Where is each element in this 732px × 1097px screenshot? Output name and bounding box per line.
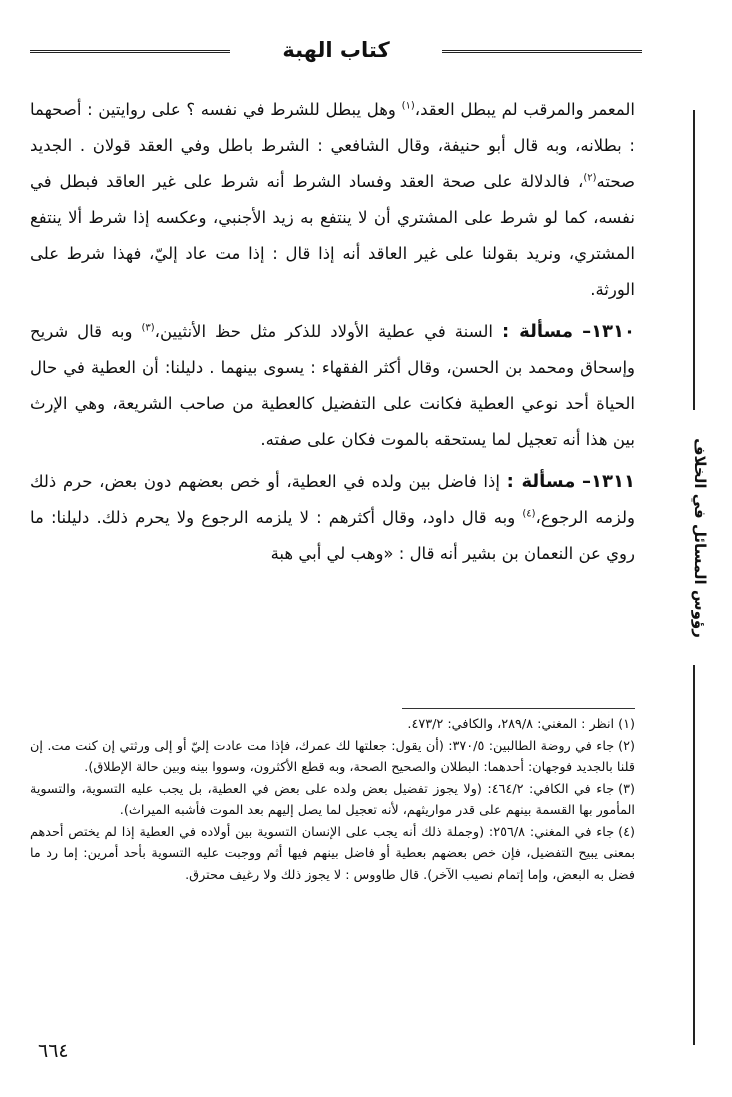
header-rule-right xyxy=(442,50,642,53)
footnote-4-number: (٤) xyxy=(618,824,635,840)
issue-label-1311: مسألة : xyxy=(506,471,576,492)
paragraph-1-text-1: المعمر والمرقب لم يبطل العقد، xyxy=(414,100,636,119)
footnote-1-number: (١) xyxy=(618,717,635,732)
footnote-3 xyxy=(30,779,635,822)
footnote-1 xyxy=(30,714,635,736)
footnote-ref-2: (٢) xyxy=(583,172,597,184)
paragraph-1-text-2: وهل يبطل للشرط في نفسه ؟ على روايتين : أصحهما : بطلانه، وبه قال أبو حنيفة، وقال الشافعي : الشرط باطل وفي العقد قولان . الجديد صحته xyxy=(30,100,635,191)
footnote-ref-4: (٤) xyxy=(522,508,536,520)
paragraph-1 xyxy=(30,92,635,308)
footnote-2-number: (٢) xyxy=(618,738,636,754)
footnote-4 xyxy=(30,822,635,887)
footnote-2-text: جاء في روضة الطالبين: ٣٧٠/٥: (أن يقول: جعلتها لك عمرك، فإذا مت عادت إليّ أو إلى ورثتي إن كنت مت. إن قلنا بالجديد فوجهان: أحدهما: البطلان والصحيح الصحة، وبه قطع الأكثرون، وسووا بينه وبين حالة الإطلاق). xyxy=(30,738,635,775)
page-number: ٦٦٤ xyxy=(38,1040,69,1062)
issue-1310-text-2: وبه قال شريح وإسحاق ومحمد بن الحسن، وقال أكثر الفقهاء : يسوى بينهما . دليلنا: أن العطية في حال الحياة أحد نوعي العطية فكانت على التفضيل كالعطية من صاحب الشريعة، وهي الإرث بين هذا أنه تعجيل لما يستحقه بالموت فكان على صفته. xyxy=(30,322,635,449)
paragraph-issue-1310 xyxy=(30,314,635,458)
header-rule-left xyxy=(30,50,230,53)
footnote-3-number: (٣) xyxy=(618,781,635,797)
issue-1310-text-1: السنة في عطية الأولاد للذكر مثل حظ الأنثيين، xyxy=(154,322,502,341)
main-text xyxy=(30,92,635,572)
footnote-2 xyxy=(30,736,635,779)
issue-number-1310: ١٣١٠– xyxy=(582,321,636,342)
side-running-title-text: رؤوس المسائل في الخلاف xyxy=(691,438,709,638)
issue-number-1311: ١٣١١– xyxy=(582,471,635,492)
footnote-3-text: جاء في الكافي: ٤٦٤/٢: (ولا يجوز تفضيل بعض ولده على بعض في العطية، بل يجب عليه التسوية، والتسوية المأمور بها القسمة بينهم على قدر مواريثهم، لأنه تعجيل لما يصل إليهم بعد الموت فأشبه الميراث). xyxy=(30,781,635,818)
side-rule-top xyxy=(693,110,695,410)
footnotes xyxy=(30,714,635,886)
issue-1311-text-1: إذا فاضل بين ولده في العطية، أو خص بعضهم دون بعض، حرم ذلك ولزمه الرجوع، xyxy=(30,472,636,527)
paragraph-issue-1311 xyxy=(30,464,635,572)
footnote-ref-1: (١) xyxy=(401,100,415,112)
footnote-separator xyxy=(402,708,635,709)
side-rule-bottom xyxy=(693,665,695,1045)
paragraph-1-text-3: ، فالدلالة على صحة العقد وفساد الشرط أنه شرط على غير العاقد فبطل في نفسه، كما لو شرط على المشتري أن لا ينتفع به زيد الأجنبي، وعكسه إذا شرط ألا ينتفع المشتري، ونريد بقولنا على غير العاقد أنه إذا قال : إذا مت عاد إليّ، فهذا شرط على الورثة. xyxy=(30,172,635,299)
chapter-title: كتاب الهبة xyxy=(282,38,390,62)
running-header xyxy=(30,36,642,66)
footnote-4-text: جاء في المغني: ٢٥٦/٨: (وجملة ذلك أنه يجب على الإنسان التسوية بين أولاده في العطية إذا لم يختص أحدهم بمعنى يبيح التفضيل، فإن خص بعضهم بعطية أو فاضل بينهم فيها أثم ووجبت عليه التسوية بأحد أمرين: إما رد ما فضل به البعض، وإما إتمام نصيب الآخر). قال طاووس : لا يجوز ذلك ولا رغيف محترق. xyxy=(30,824,635,883)
footnote-1-text: انظر : المغني: ٢٨٩/٨، والكافي: ٤٧٣/٢. xyxy=(407,717,615,732)
issue-1311-text-2: وبه قال داود، وقال أكثرهم : لا يلزمه الرجوع ولا يحرم ذلك. دليلنا: ما روي عن النعمان بن بشير أنه قال : «وهب لي أبي هبة xyxy=(30,508,635,563)
footnote-ref-3: (٣) xyxy=(141,322,155,334)
issue-label-1310: مسألة : xyxy=(501,321,574,342)
